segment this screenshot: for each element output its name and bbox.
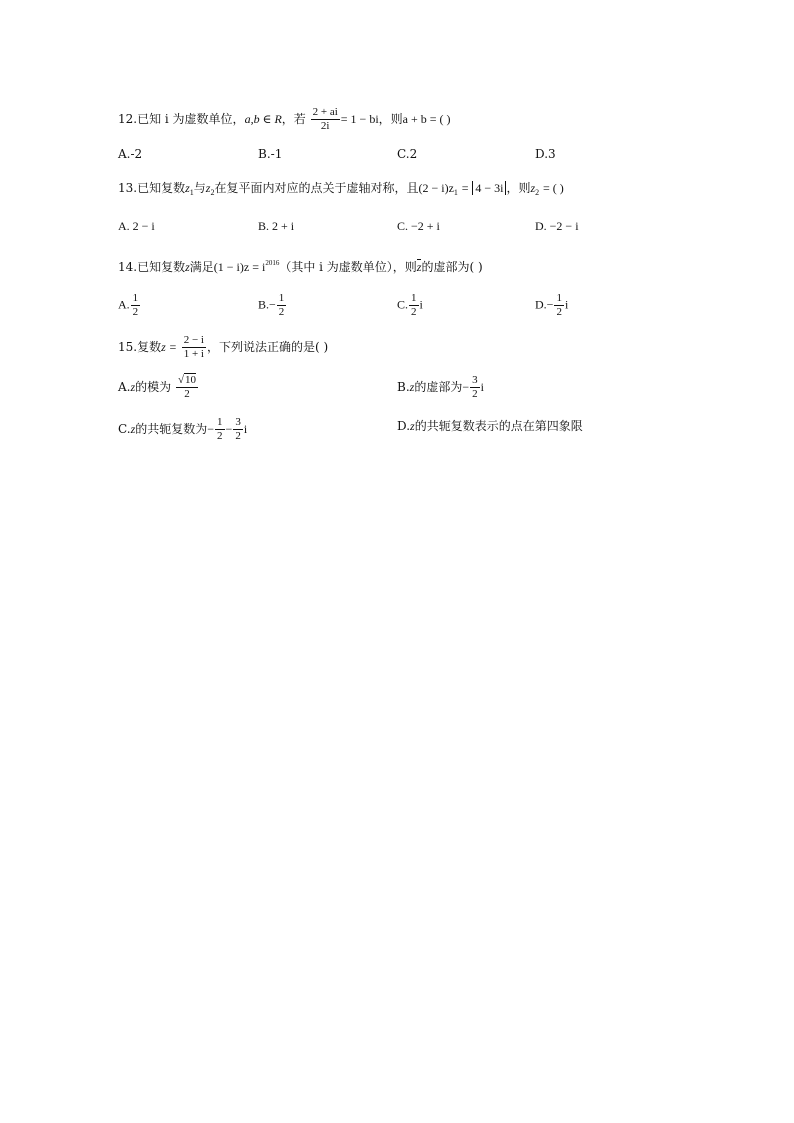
- option-d: D.3: [535, 147, 556, 161]
- option-a: [118, 292, 141, 319]
- option-sign: −: [207, 422, 215, 436]
- question-text: 已知 i 为虚数单位，: [137, 112, 245, 126]
- option-text: 的共轭复数表示的点在第四象限: [414, 419, 583, 433]
- fraction: [277, 292, 287, 319]
- option-label: B.: [258, 297, 270, 312]
- options-row: [118, 416, 678, 446]
- math-var: z: [185, 181, 190, 195]
- math-var: z: [530, 181, 536, 195]
- math-vars: a,b ∈ R: [244, 112, 282, 126]
- fraction: [176, 374, 198, 401]
- option-sign: −: [269, 297, 276, 312]
- fraction-numerator: 1: [411, 292, 417, 304]
- question-text: 在复平面内对应的点关于虚轴对称，且: [214, 181, 419, 195]
- fraction: [470, 374, 480, 401]
- option-b: [397, 374, 484, 401]
- option-d: [397, 416, 583, 436]
- option-a: [118, 374, 199, 401]
- option-label: A.: [118, 380, 131, 394]
- question-number: 14.: [118, 260, 138, 274]
- question-text: 满足: [189, 260, 214, 274]
- question-text: （其中 i 为虚数单位），则: [279, 260, 417, 274]
- math-lhs: z =: [161, 340, 177, 354]
- options-row: [118, 292, 678, 322]
- option-sign: −: [462, 380, 470, 394]
- fraction-numerator: 2 + ai: [312, 106, 338, 118]
- option-label: C.: [118, 422, 131, 436]
- math-var: z: [205, 181, 211, 195]
- question-12: [118, 106, 451, 133]
- math-var: z: [130, 422, 136, 436]
- option-b: B. 2 + i: [258, 219, 295, 233]
- conjugate-var: z: [416, 260, 422, 274]
- question-13: [118, 179, 564, 202]
- options-row: [118, 216, 678, 236]
- option-c: C.2: [397, 147, 418, 161]
- math-rhs: = 1 − bi: [340, 112, 379, 126]
- question-text: ，若: [281, 112, 306, 126]
- option-tail: i: [564, 297, 569, 312]
- option-label: C.: [397, 297, 409, 312]
- fraction-numerator: 1: [278, 292, 285, 304]
- option-d: [535, 292, 568, 319]
- options-row: [118, 374, 678, 404]
- question-text: ，则: [506, 181, 531, 195]
- option-sign: −: [225, 422, 233, 436]
- fraction: [409, 292, 419, 319]
- fraction-denominator: 2: [217, 430, 223, 442]
- question-text: 已知复数: [137, 260, 186, 274]
- fraction-numerator: 3: [472, 374, 478, 386]
- question-text: 与: [193, 181, 206, 195]
- option-a: A. 2 − i: [118, 219, 155, 233]
- question-text: ，则: [378, 112, 403, 126]
- subscript: 1: [189, 188, 194, 197]
- option-d: D. −2 − i: [535, 219, 579, 233]
- option-text: 的共轭复数为: [135, 422, 208, 436]
- subscript: 2: [210, 188, 215, 197]
- math-eq-sign: =: [461, 181, 469, 195]
- options-row: [118, 144, 678, 164]
- option-tail: i: [419, 297, 423, 312]
- math-var: z: [409, 380, 415, 394]
- sqrt-radicand: 10: [185, 374, 197, 386]
- question-14: [118, 254, 483, 276]
- fraction-numerator: 2 − i: [183, 334, 204, 346]
- option-text: 的模为: [135, 380, 172, 394]
- option-a: A.-2: [118, 147, 143, 161]
- fraction-numerator: 1: [132, 292, 139, 304]
- option-label: B.: [397, 380, 410, 394]
- question-15: [118, 334, 328, 361]
- subscript: 2: [535, 188, 540, 197]
- fraction-denominator: 2: [411, 306, 417, 318]
- math-eq-left: (2 − i)z: [418, 181, 454, 195]
- fraction-denominator: 2: [556, 306, 562, 318]
- fraction: [554, 292, 564, 319]
- option-c: [118, 416, 247, 443]
- question-number: 13.: [118, 181, 138, 195]
- fraction-numerator: 3: [235, 416, 241, 428]
- fraction: [182, 334, 206, 361]
- fraction-numerator: 1: [556, 292, 562, 304]
- fraction-denominator: 2: [278, 306, 285, 318]
- superscript: 2016: [265, 259, 280, 267]
- option-b: B.-1: [258, 147, 283, 161]
- question-text: 已知复数: [137, 181, 186, 195]
- subscript: 1: [453, 188, 458, 197]
- option-text: 的虚部为: [414, 380, 463, 394]
- option-c: C. −2 + i: [397, 219, 440, 233]
- fraction: [233, 416, 243, 443]
- question-number: 15.: [118, 340, 138, 354]
- math-var: z: [410, 419, 415, 433]
- question-text: 的虚部为( ): [421, 260, 483, 274]
- fraction-numerator: √10: [178, 374, 197, 386]
- option-tail: i: [243, 422, 248, 436]
- option-label: A.: [118, 297, 130, 312]
- math-ask: a + b = ( ): [402, 112, 451, 126]
- fraction-denominator: 2: [235, 430, 241, 442]
- fraction-denominator: 2: [184, 388, 190, 400]
- fraction: [215, 416, 225, 443]
- fraction-denominator: 2: [472, 388, 478, 400]
- option-label: D.: [535, 297, 547, 312]
- question-text: ，下列说法正确的是( ): [206, 340, 329, 354]
- fraction: [311, 106, 340, 133]
- option-c: [397, 292, 423, 319]
- fraction-denominator: 1 + i: [183, 348, 204, 360]
- question-text: 复数: [137, 340, 162, 354]
- math-ask: = ( ): [542, 181, 564, 195]
- option-tail: i: [480, 380, 484, 394]
- option-sign: −: [546, 297, 554, 312]
- math-var: z: [185, 260, 190, 274]
- option-b: [258, 292, 287, 319]
- fraction: [131, 292, 141, 319]
- question-number: 12.: [118, 112, 138, 126]
- fraction-denominator: 2: [132, 306, 139, 318]
- fraction-denominator: 2i: [320, 120, 330, 132]
- math-abs: 4 − 3i: [472, 181, 506, 195]
- math-eq: (1 − i)z = i: [213, 260, 266, 274]
- fraction-numerator: 1: [217, 416, 223, 428]
- option-label: D.: [397, 419, 411, 433]
- math-var: z: [130, 380, 136, 394]
